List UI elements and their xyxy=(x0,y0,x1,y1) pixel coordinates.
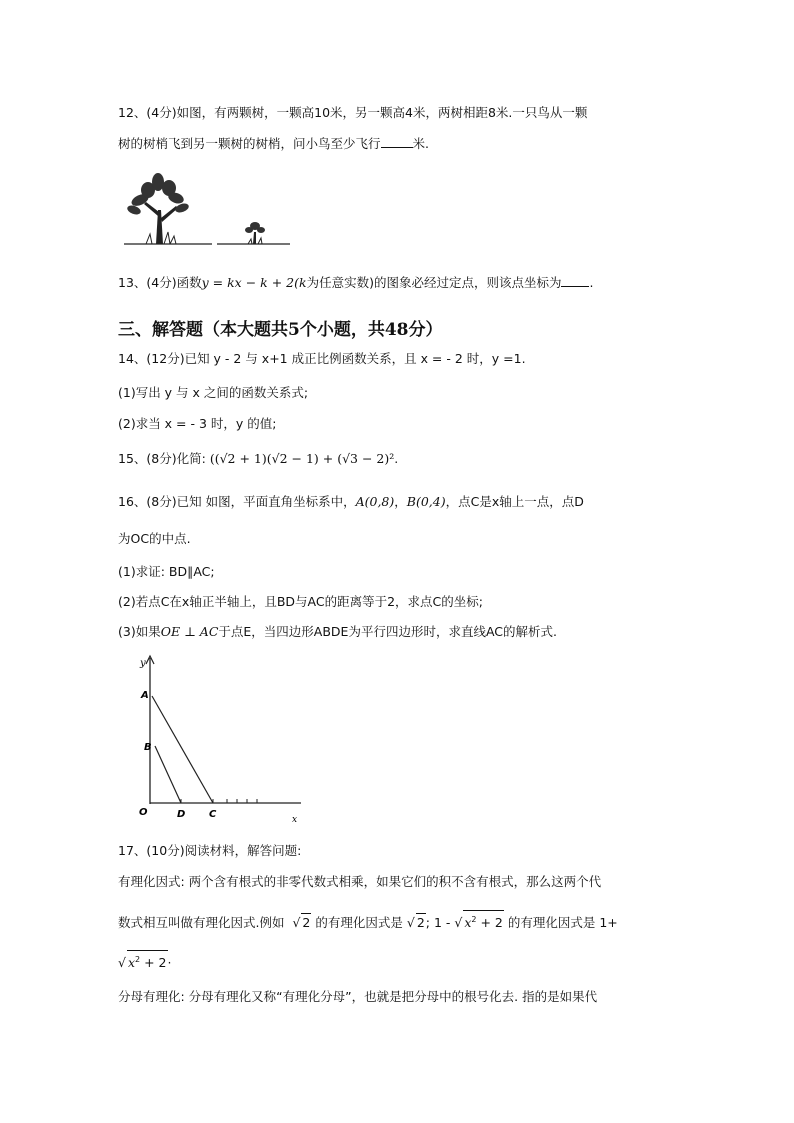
q16-line2 xyxy=(118,530,191,548)
sqrt2-icon: √ 2 xyxy=(292,915,311,931)
line-ac xyxy=(152,696,213,803)
q15-formula: ((√2 + 1)(√2 − 1) + (√3 − 2)². xyxy=(209,451,399,466)
q13-label: 13、(4分)函数 xyxy=(118,275,202,290)
point-a-coord: A(0,8) xyxy=(355,494,395,509)
q16-part2 xyxy=(118,593,483,611)
small-tree-icon xyxy=(245,222,265,244)
q17-line4 xyxy=(118,988,597,1006)
q16-part3-text: (3)如果 xyxy=(118,624,161,639)
radicand-plus-2: + 2 xyxy=(480,915,503,931)
section-title: 三、解答题（本大题共5个小题，共48分） xyxy=(118,320,443,340)
point-b-coord: B(0,4) xyxy=(406,494,446,509)
point-a-label: A xyxy=(141,690,149,701)
sqrt2-icon: √ 2 xyxy=(406,915,425,931)
q15-text: 15、(8分)化简: xyxy=(118,451,206,466)
x-axis-label: x xyxy=(292,815,298,825)
q16-part1 xyxy=(118,563,215,581)
q17-text-1: 有理化因式: 两个含有根式的非零代数式相乘，如果它们的积不含有根式，那么这两个代 xyxy=(118,874,602,889)
q16-part3-text-2: 于点E，当四边形ABDE为平行四边形时，求直线AC的解析式. xyxy=(218,624,557,639)
q17-text-4: ; 1 - xyxy=(425,915,451,931)
q17-dot: · xyxy=(167,955,172,971)
q13-formula: y = kx − k + 2(k xyxy=(201,275,307,290)
q12-line1 xyxy=(118,104,587,122)
q14-part2-text: (2)求当 x = - 3 时，y 的值; xyxy=(118,416,277,431)
line-bd xyxy=(155,746,181,803)
q14-main xyxy=(118,350,526,368)
q14-part1 xyxy=(118,384,308,402)
q14-text: 14、(12分)已知 y - 2 与 x+1 成正比例函数关系，且 x = - 2 时，y =1. xyxy=(118,351,526,366)
q17-line3 xyxy=(118,950,171,972)
q16-line1 xyxy=(118,493,584,511)
q13-text: 为任意实数)的图象必经过定点，则该点坐标为 xyxy=(306,275,562,290)
q17-text-3: 的有理化因式是 xyxy=(315,915,403,931)
point-b-label: B xyxy=(144,742,152,753)
coordinate-graph xyxy=(135,652,310,827)
point-c-label: C xyxy=(209,809,217,820)
q16-part2-text: (2)若点C在x轴正半轴上，且BD与AC的距离等于2，求点C的坐标; xyxy=(118,594,483,609)
sqrt-x2-plus-2-icon: √ $x^2 + 2$ xyxy=(454,915,504,930)
q17-line2 xyxy=(118,910,618,932)
q16-part3 xyxy=(118,623,557,641)
q17-text-2: 数式相互叫做有理化因式.例如 xyxy=(118,915,285,931)
sqrt2-radicand: 2 xyxy=(302,915,311,931)
y-axis-label: y xyxy=(140,658,146,669)
q12-text: 12、(4分)如图，有两颗树，一颗高10米，另一颗高4米，两树相距8米.一只鸟从一颗 xyxy=(118,105,588,120)
q17-text: 17、(10分)阅读材料，解答问题: xyxy=(118,843,302,858)
q17-text-6: 分母有理化: 分母有理化又称“有理化分母”，也就是把分母中的根号化去. 指的是如果代 xyxy=(118,989,598,1004)
radicand-x: x xyxy=(464,915,472,931)
q12-unit: 米. xyxy=(412,136,429,151)
q16-part1-text: (1)求证: BD∥AC; xyxy=(118,564,215,579)
separator: ， xyxy=(394,494,407,509)
q13-line xyxy=(118,274,593,292)
q17-text-5: 的有理化因式是 1+ xyxy=(507,915,618,931)
answer-blank xyxy=(561,274,589,287)
q17-main xyxy=(118,842,301,860)
tall-tree-icon xyxy=(126,173,190,244)
q16-text: 16、(8分)已知 如图，平面直角坐标系中， xyxy=(118,494,356,509)
origin-label: O xyxy=(139,807,148,818)
q14-part1-text: (1)写出 y 与 x 之间的函数关系式; xyxy=(118,385,309,400)
q16-text-3: 为OC的中点. xyxy=(118,531,191,546)
sqrt-x2-plus-2-icon: √ $x^2 + 2$ xyxy=(118,955,168,970)
answer-blank xyxy=(381,135,413,148)
oe-perp-ac-formula: OE ⊥ AC xyxy=(160,624,219,639)
q12-line2 xyxy=(118,135,429,153)
point-d-label: D xyxy=(177,809,186,820)
q16-text-2: ，点C是x轴上一点，点D xyxy=(445,494,584,509)
q13-end: . xyxy=(589,275,594,290)
q17-line1 xyxy=(118,873,601,891)
q15-line xyxy=(118,450,398,468)
q12-text-2: 树的树梢飞到另一颗树的树梢，问小鸟至少飞行 xyxy=(118,136,381,151)
q14-part2 xyxy=(118,415,277,433)
trees-figure xyxy=(120,168,295,250)
